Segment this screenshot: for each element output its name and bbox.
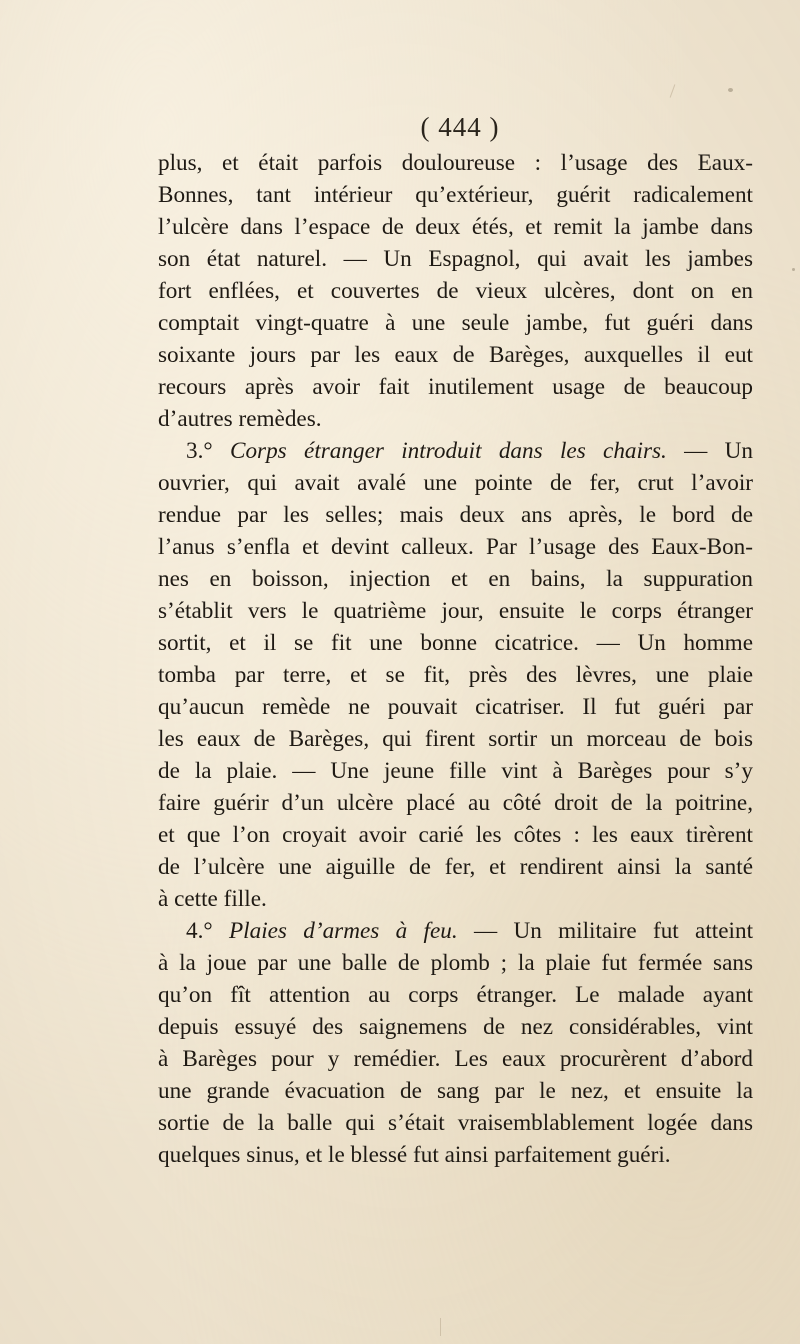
text-line: à Barèges pour y remédier. Les eaux procurèrent d’abord xyxy=(158,1046,753,1072)
text-line: depuis essuyé des saignemens de nez considérables, vint xyxy=(158,1014,753,1040)
text-line: de la plaie. — Une jeune fille vint à Barèges pour s’y xyxy=(158,758,753,784)
text-line: une grande évacuation de sang par le nez, et ensuite la xyxy=(158,1078,753,1104)
paper-speck xyxy=(728,88,733,92)
text-line: qu’aucun remède ne pouvait cicatriser. Il fut guéri par xyxy=(158,694,753,720)
text-line: qu’on fît attention au corps étranger. Le malade ayant xyxy=(158,982,753,1008)
text-line: faire guérir d’un ulcère placé au côté droit de la poitrine, xyxy=(158,790,753,816)
text-line: son état naturel. — Un Espagnol, qui avait les jambes xyxy=(158,246,753,272)
text-line: soixante jours par les eaux de Barèges, auxquelles il eut xyxy=(158,342,753,368)
page-text xyxy=(158,147,753,1171)
text-line: nes en boisson, injection et en bains, la suppuration xyxy=(158,566,753,592)
text-line: s’établit vers le quatrième jour, ensuite le corps étranger xyxy=(158,598,753,624)
text-line: et que l’on croyait avoir carié les côtes : les eaux tirèrent xyxy=(158,822,753,848)
text-line: fort enflées, et couvertes de vieux ulcères, dont on en xyxy=(158,278,753,304)
text-line: quelques sinus, et le blessé fut ainsi parfaitement guéri. xyxy=(158,1142,671,1168)
section-3-first-line-rest: — Un xyxy=(684,438,753,464)
text-line: comptait vingt-quatre à une seule jambe, fut guéri dans xyxy=(158,310,753,336)
paper-mark xyxy=(670,84,676,97)
text-line: sortie de la balle qui s’était vraisemblablement logée dans xyxy=(158,1110,753,1136)
section-3-heading-line xyxy=(158,435,753,467)
section-4-first-line-rest: — Un militaire fut atteint xyxy=(473,918,754,944)
text-line: d’autres remèdes. xyxy=(158,406,322,432)
text-line: tomba par terre, et se fit, près des lèvres, une plaie xyxy=(158,662,753,688)
text-line: recours après avoir fait inutilement usage de beaucoup xyxy=(158,374,753,400)
section-3-heading: Corps étranger introduit dans les chairs. xyxy=(230,438,667,464)
text-line: à la joue par une balle de plomb ; la plaie fut fermée sans xyxy=(158,950,753,976)
section-3-number: 3.° xyxy=(186,438,213,464)
section-4-heading-line xyxy=(158,915,753,947)
paper-mark xyxy=(440,1318,441,1336)
text-line: l’ulcère dans l’espace de deux étés, et remit la jambe dans xyxy=(158,214,753,240)
section-4-heading: Plaies d’armes à feu. xyxy=(229,918,458,944)
text-line: rendue par les selles; mais deux ans après, le bord de xyxy=(158,502,753,528)
text-line: sortit, et il se fit une bonne cicatrice. — Un homme xyxy=(158,630,753,656)
section-4-number: 4.° xyxy=(186,918,213,944)
text-line: Bonnes, tant intérieur qu’extérieur, guérit radicalement xyxy=(158,182,753,208)
paper-speck xyxy=(792,268,795,271)
text-line: l’anus s’enfla et devint calleux. Par l’usage des Eaux-Bon- xyxy=(158,534,753,560)
text-line: plus, et était parfois douloureuse : l’usage des Eaux- xyxy=(158,150,753,176)
text-line: à cette fille. xyxy=(158,886,267,912)
page-number: ( 444 ) xyxy=(420,112,500,142)
text-line: les eaux de Barèges, qui firent sortir un morceau de bois xyxy=(158,726,753,752)
text-line: ouvrier, qui avait avalé une pointe de fer, crut l’avoir xyxy=(158,470,753,496)
text-line: de l’ulcère une aiguille de fer, et rendirent ainsi la santé xyxy=(158,854,753,880)
